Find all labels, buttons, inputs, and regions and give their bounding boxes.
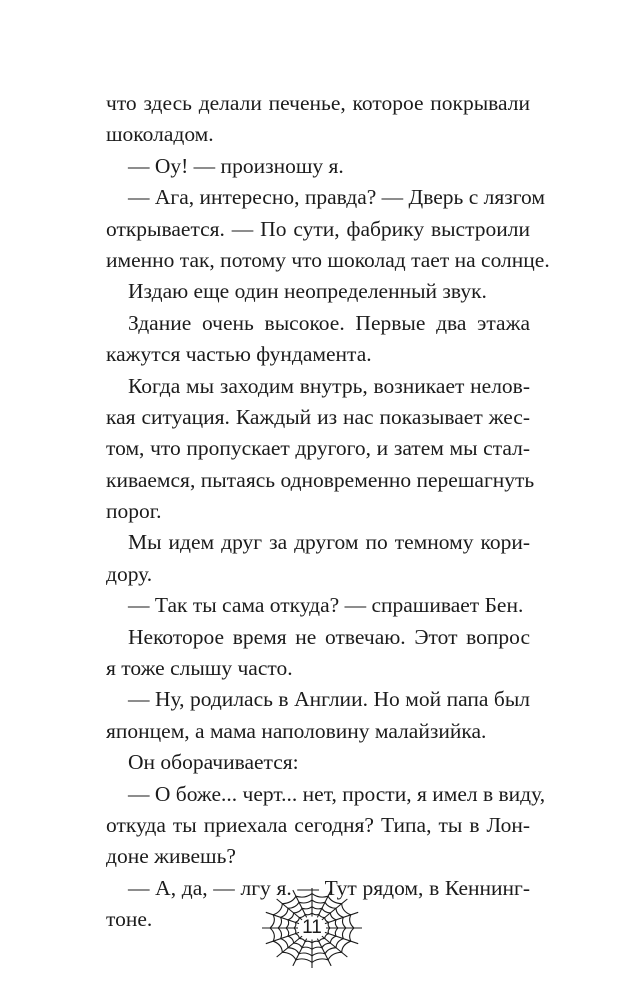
page-number: 11 xyxy=(302,917,322,938)
text-line: — Ага, интересно, правда? — Дверь с лязгом xyxy=(128,185,545,210)
text-line: — Оу! — произношу я. xyxy=(128,153,344,178)
text-line: — О боже... черт... нет, прости, я имел в виду, xyxy=(128,781,546,806)
text-line: Издаю еще один неопределенный звук. xyxy=(128,279,487,304)
text-line: доне живешь? xyxy=(106,844,236,869)
text-line: тоне. xyxy=(106,907,153,932)
text-line: открывается. — По сути, фабрику выстроили xyxy=(106,216,530,241)
text-line: — А, да, — лгу я. — Тут рядом, в Кеннинг- xyxy=(128,875,530,900)
text-line: — Ну, родилась в Англии. Но мой папа был xyxy=(128,687,530,712)
text-line: — Так ты сама откуда? — спрашивает Бен. xyxy=(128,593,524,618)
text-line: Здание очень высокое. Первые два этажа xyxy=(128,310,530,335)
text-line: японцем, а мама наполовину малайзийка. xyxy=(106,718,487,743)
body-text xyxy=(106,88,550,936)
text-line: Мы идем друг за другом по темному кори- xyxy=(128,530,530,555)
text-line: дору. xyxy=(106,561,153,586)
text-line: кая ситуация. Каждый из нас показывает жес- xyxy=(106,404,530,429)
text-line: шоколадом. xyxy=(106,122,214,147)
text-line: что здесь делали печенье, которое покрывали xyxy=(106,91,530,115)
page-footer xyxy=(252,888,372,968)
text-line: Когда мы заходим внутрь, возникает нелов- xyxy=(128,373,530,398)
text-line: Некоторое время не отвечаю. Этот вопрос xyxy=(128,624,530,649)
text-line: я тоже слышу часто. xyxy=(106,656,293,681)
text-line: том, что пропускает другого, и затем мы стал- xyxy=(106,436,530,461)
text-line: откуда ты приехала сегодня? Типа, ты в Лон- xyxy=(106,812,530,837)
text-line: кажутся частью фундамента. xyxy=(106,342,372,367)
text-line: киваемся, пытаясь одновременно перешагнуть xyxy=(106,467,535,492)
text-line: порог. xyxy=(106,499,162,524)
text-line: именно так, потому что шоколад тает на солнце. xyxy=(106,247,550,272)
text-line: Он оборачивается: xyxy=(128,750,299,775)
